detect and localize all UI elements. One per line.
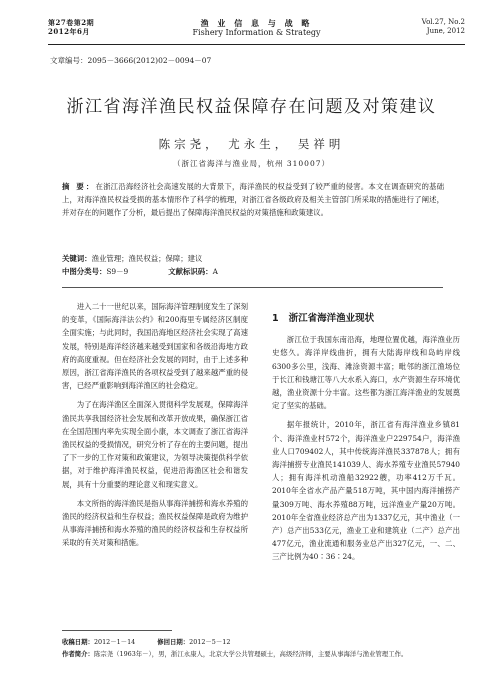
paper-title: 浙江省海洋渔民权益保障存在问题及对策建议 — [66, 97, 437, 117]
author-list: 陈宗尧， 尤永生， 吴祥明 — [158, 137, 345, 151]
body-paragraph: 进入二十一世纪以来，国际海洋管理制度发生了深刻的变革，《国际海洋法公约》和200海里专属经济区制度全面实施；与此同时，我国沿海地区经济社会实现了高速发展，特别是海洋经济越来越受到国家和各级沿海地方政府的高度重视。但在经济社会发展的同时，由于上述多种原因，浙江省海洋渔民的各项权益受到了越来越严重的侵害，已经严重影响到海洋渔区的社会稳定。 — [62, 302, 248, 391]
footnote — [62, 636, 463, 660]
left-column — [62, 300, 248, 550]
body-paragraph: 本文所指的海洋渔民是指从事海洋捕捞和海水养殖的渔民的经济权益和生存权益；渔民权益保障是政府为维护从事海洋捕捞和海水养殖的渔民的经济权益和生存权益所采取的有关对策和措施。 — [62, 498, 248, 548]
footnote-divider — [62, 630, 172, 631]
section-number: 1 — [272, 313, 279, 324]
dates-line — [62, 636, 463, 648]
bio-text: 陈宗尧（1963年－），男，浙江永康人，北京大学公共管理硕士，高级经济师，主要从事海洋与渔业管理工作。 — [93, 650, 408, 658]
revised-label: 修回日期： — [157, 638, 190, 646]
keywords-line — [62, 252, 444, 265]
document-code-label: 文献标识码： — [168, 267, 213, 276]
document-code: A — [212, 267, 218, 276]
volume-issue-en — [422, 18, 465, 36]
received-label: 收稿日期： — [62, 638, 94, 646]
journal-header — [48, 18, 465, 46]
header-divider — [48, 44, 465, 45]
received-date: 2012－1－14 — [93, 638, 136, 646]
affiliation: （浙江省海洋与渔业局，杭州 310007） — [172, 159, 330, 168]
article-number: 文章编号：2095－3666(2012)02－0094－07 — [50, 56, 212, 65]
journal-name-cn: 渔 业 信 息 与 战 略 — [200, 18, 313, 28]
bio-label: 作者简介： — [62, 650, 94, 658]
abstract-divider — [62, 287, 443, 288]
volume-line: 第27卷第2期 — [48, 18, 95, 27]
date-line-en: June, 2012 — [426, 27, 465, 35]
volume-line-en: Vol.27, No.2 — [421, 18, 465, 26]
classification-line — [62, 265, 444, 278]
abstract-label: 摘 要： — [62, 182, 96, 191]
body-paragraph: 为了在海洋渔区全面深入贯彻科学发展观，保障海洋渔民共享我国经济社会发展和改革开放成果，确保浙江省在全国范围内率先实现全面小康，本文调查了浙江省海洋渔民权益的受损情况，研究分析了存在的主要问题，提出了下一步的工作对策和政策建议，为领导决策提供科学依据，对于维护海洋渔民权益，促进沿海渔区社会和谐发展，具有十分重要的理论意义和现实意义。 — [62, 400, 248, 489]
abstract-text: 在浙江沿海经济社会高速发展的大背景下，海洋渔民的权益受到了较严重的侵害。本文在调查研究的基础上，对海洋渔民权益受损的基本情形作了科学的梳理，对浙江省各级政府及相关主管部门所采取的措施进行了阐述，并对存在的问题作了分析，最后提出了保障海洋渔民权益的对策措施和政策建议。 — [62, 182, 444, 217]
body-paragraph: 据年报统计，2010年，浙江省有海洋渔业乡镇81个、海洋渔业村572个，海洋渔业户229754户，海洋渔业人口709402人，其中传统海洋渔民337878人；拥有海洋捕捞专业渔民141039人、海水养殖专业渔民57940人；拥有海洋机动渔船32922艘，功率412万千瓦。2010年全省水产品产量518万吨，其中国内海洋捕捞产量309万吨、海水养殖88万吨，远洋渔业产量20万吨。2010年全省渔业经济总产出为1337亿元，其中渔业（一产）总产出533亿元，渔业工业和建筑业（二产）总产出477亿元，渔业流通和服务业总产出327亿元，一、二、三产比例为40∶36∶24。 — [272, 420, 460, 562]
classification-label: 中图分类号： — [62, 267, 107, 276]
journal-name — [48, 18, 465, 38]
right-column — [272, 300, 460, 564]
journal-name-en: Fishery Information & Strategy — [192, 28, 321, 37]
classification-code: S9－9 — [106, 267, 129, 276]
section-heading — [272, 312, 460, 325]
keywords-text: 渔业管理；渔民权益；保障；建议 — [91, 254, 203, 263]
revised-date: 2012－5－12 — [189, 638, 231, 646]
keywords-block — [62, 252, 444, 278]
section-title: 浙江省海洋渔业现状 — [288, 313, 375, 324]
body-paragraph: 浙江位于我国东南沿海，地理位置优越，海洋渔业历史悠久。海洋岸线曲折，拥有大陆海岸线和岛屿岸线6300多公里，浅海、滩涂资源丰富；毗邻的浙江渔场位于长江和钱塘江等八大水系入海口，水产资源生存环境优越，渔业资源十分丰富。这些都为浙江海洋渔业的发展奠定了坚实的基础。 — [272, 335, 460, 411]
bio-line — [62, 648, 463, 660]
keywords-label: 关键词： — [62, 254, 92, 263]
abstract — [62, 180, 444, 219]
date-line: 2012年6月 — [48, 27, 90, 36]
